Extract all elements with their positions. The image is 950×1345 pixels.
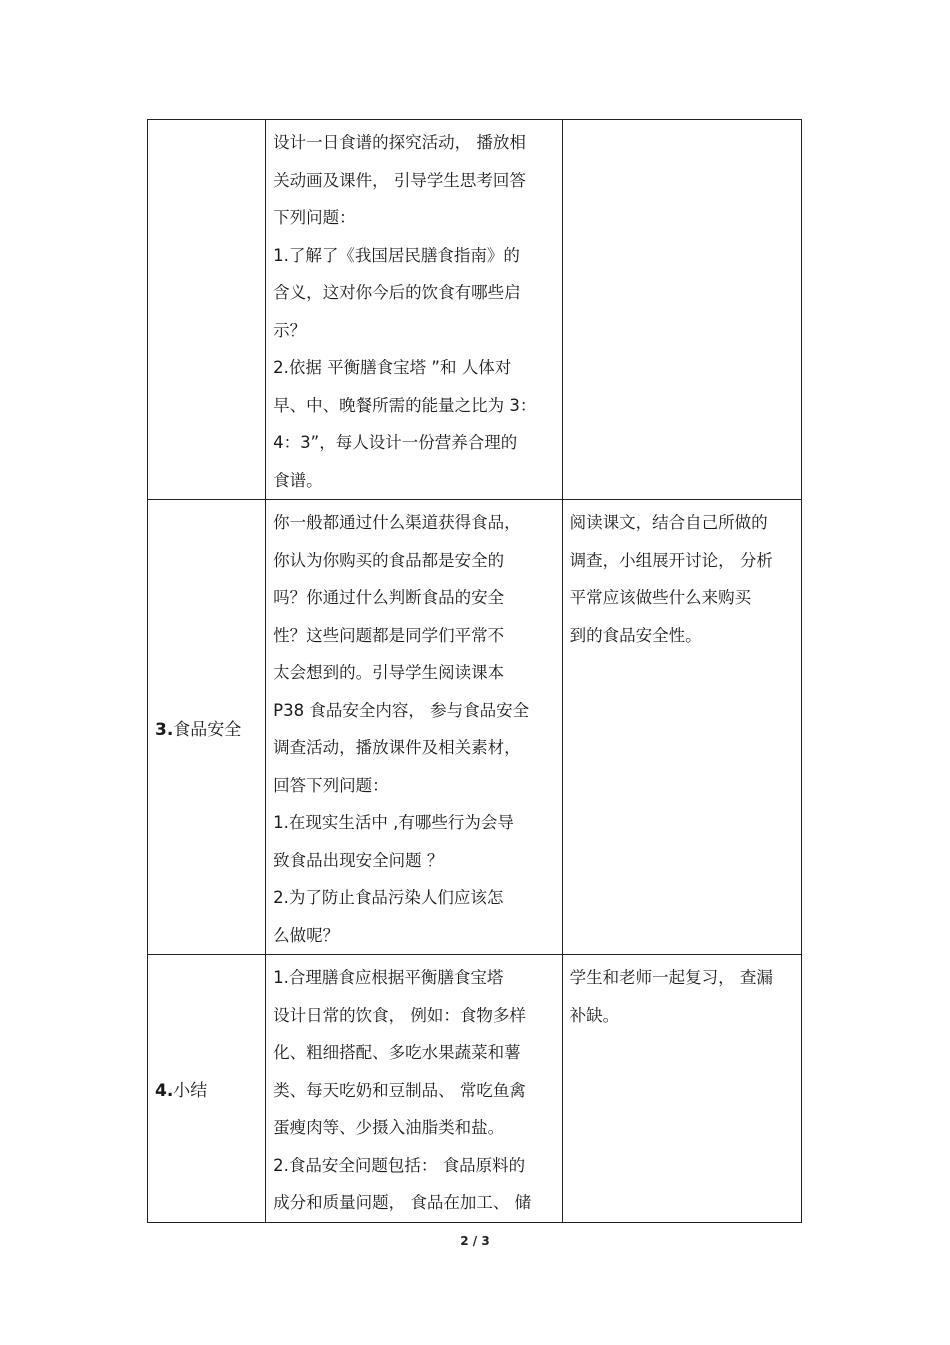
text-line: 4：3”，每人设计一份营养合理的 — [273, 433, 518, 452]
teacher-activity-cell — [266, 955, 562, 1223]
student-activity-text — [563, 120, 801, 124]
text-line: P38 食品安全内容， 参与食品安全 — [273, 700, 530, 720]
teacher-activity-cell — [266, 500, 562, 955]
text-line: 你认为你购买的食品都是安全的 — [273, 550, 505, 570]
table-row — [148, 500, 802, 955]
student-activity-text — [563, 500, 801, 654]
table-row — [148, 120, 802, 500]
text-line: 1.合理膳食应根据平衡膳食宝塔 — [273, 968, 504, 987]
text-line: 到的食品安全性。 — [569, 625, 702, 645]
text-line: 示？ — [273, 320, 307, 340]
section-label-cell — [148, 120, 266, 500]
text-line: 回答下列问题： — [273, 775, 389, 795]
student-activity-cell — [562, 955, 801, 1223]
text-line: 阅读课文，结合自己所做的 — [569, 513, 768, 532]
text-line: 早、中、晚餐所需的能量之比为 3： — [273, 395, 537, 415]
section-title: 小结 — [173, 1080, 208, 1101]
text-line: 含义，这对你今后的饮食有哪些启 — [273, 283, 521, 302]
text-line: 设计日常的饮食， 例如：食物多样 — [273, 1005, 526, 1025]
text-line: 吗？你通过什么判断食品的安全 — [273, 588, 505, 607]
student-activity-cell — [562, 500, 801, 955]
text-line: 2.依据 平衡膳食宝塔 ”和 人体对 — [273, 358, 512, 377]
table-row — [148, 955, 802, 1223]
text-line: 性？这些问题都是同学们平常不 — [273, 625, 505, 645]
page-number: 2 / 3 — [460, 1234, 490, 1248]
text-line: 2.食品安全问题包括： 食品原料的 — [273, 1155, 526, 1175]
text-line: 成分和质量问题， 食品在加工、 储 — [273, 1193, 532, 1212]
text-line: 太会想到的。引导学生阅读课本 — [273, 663, 505, 682]
lesson-plan-table — [147, 119, 802, 1223]
text-line: 设计一日食谱的探究活动， 播放相 — [273, 133, 526, 152]
text-line: 1.了解了《我国居民膳食指南》的 — [273, 245, 520, 265]
student-activity-cell — [562, 120, 801, 500]
text-line: 1.在现实生活中 ,有哪些行为会导 — [273, 813, 514, 832]
text-line: 调查，小组展开讨论， 分析 — [569, 550, 773, 570]
section-label-cell — [148, 500, 266, 955]
teacher-activity-text — [266, 120, 561, 499]
teacher-activity-text — [266, 500, 561, 954]
text-line: 么做呢？ — [273, 925, 340, 945]
text-line: 2.为了防止食品污染人们应该怎 — [273, 888, 504, 907]
text-line: 调查活动，播放课件及相关素材， — [273, 738, 521, 757]
section-title: 食品安全 — [173, 719, 242, 740]
text-line: 蛋瘦肉等、少摄入油脂类和盐。 — [273, 1118, 505, 1137]
text-line: 化、粗细搭配、多吃水果蔬菜和薯 — [273, 1043, 521, 1062]
student-activity-text — [563, 955, 801, 1034]
text-line: 平常应该做些什么来购买 — [569, 588, 752, 607]
teacher-activity-cell — [266, 120, 562, 500]
text-line: 致食品出现安全问题 ？ — [273, 850, 444, 870]
text-line: 你一般都通过什么渠道获得食品， — [273, 513, 521, 532]
text-line: 下列问题： — [273, 208, 356, 227]
text-line: 食谱。 — [273, 470, 323, 490]
section-label-cell — [148, 955, 266, 1223]
teacher-activity-text — [266, 955, 561, 1222]
section-number: 4. — [155, 1080, 174, 1101]
section-number: 3. — [155, 719, 174, 740]
text-line: 补缺。 — [569, 1005, 620, 1025]
text-line: 学生和老师一起复习， 查漏 — [569, 968, 773, 987]
text-line: 类、每天吃奶和豆制品、 常吃鱼禽 — [273, 1080, 526, 1100]
text-line: 关动画及课件， 引导学生思考回答 — [273, 170, 526, 190]
